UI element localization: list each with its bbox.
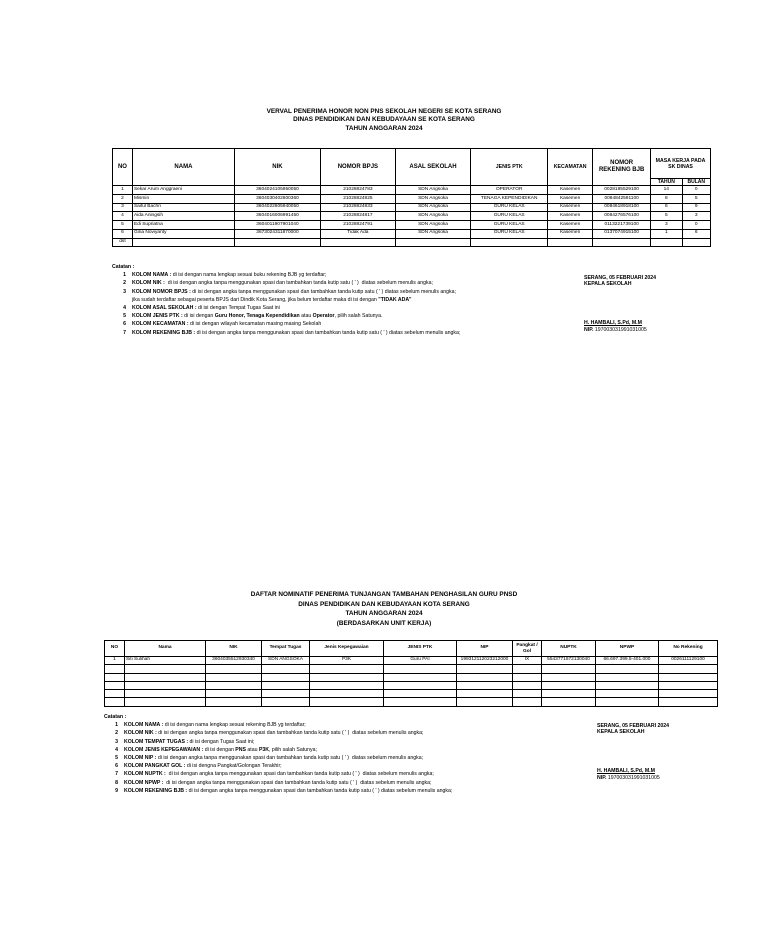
cell-nama bbox=[125, 673, 206, 681]
doc2-sign-nip: 197003031991031005 bbox=[606, 774, 660, 781]
note-body: di isi dengan angka tanpa menggunakan spasi dan tambahkan tanda kutip satu ( ' ) diatas sebelum menulis angka; bbox=[187, 787, 453, 794]
note-number: 6 bbox=[115, 763, 118, 770]
note-text bbox=[124, 779, 431, 787]
note-label: KOLOM NIK : bbox=[124, 730, 157, 737]
note-number: 3 bbox=[123, 288, 126, 295]
note-emphasis: Guru Honor, Tenaga Kependidikan bbox=[214, 313, 300, 320]
note-body-mid: atau bbox=[299, 313, 313, 320]
note-line bbox=[112, 296, 460, 304]
doc1-th-jenis-ptk: JENIS PTK bbox=[471, 149, 548, 186]
cell-nama: Edi Supriatna bbox=[132, 221, 234, 230]
note-text bbox=[132, 271, 326, 279]
cell-ptk: TENAGA KEPENDIDIKAN bbox=[471, 195, 548, 204]
note-label: KOLOM JENIS PTK : bbox=[132, 313, 183, 320]
cell-tahun: 8 bbox=[651, 195, 683, 204]
cell-ptk bbox=[384, 681, 457, 689]
doc1-th-kecamatan: KECAMATAN bbox=[548, 149, 593, 186]
doc1-th-no: NO bbox=[113, 149, 133, 186]
cell-nama: Mismin bbox=[132, 195, 234, 204]
cell-no: 2 bbox=[113, 195, 133, 204]
cell-jenis_kep bbox=[310, 698, 384, 706]
table-row bbox=[105, 673, 718, 681]
table-row bbox=[113, 221, 711, 230]
note-text bbox=[124, 746, 317, 754]
cell-rek: 0028185529100 bbox=[593, 186, 651, 195]
doc2-title-line-2: DINAS PENDIDIKAN DAN KEBUDAYAAN KOTA SERANG bbox=[298, 600, 470, 608]
note-text bbox=[132, 296, 412, 304]
cell-tahun: 14 bbox=[651, 186, 683, 195]
cell-no bbox=[105, 681, 125, 689]
note-body: di isi dengan angka tanpa menggunakan spasi dan tambahkan tanda kutip satu ( ' ) diatas sebelum menulis angka; bbox=[164, 280, 433, 287]
cell-nama bbox=[125, 665, 206, 673]
cell-nuptk bbox=[542, 673, 596, 681]
note-body-mid: atau bbox=[245, 746, 259, 753]
doc1-th-bpjs: NOMOR BPJS bbox=[321, 149, 396, 186]
table-row bbox=[113, 203, 711, 212]
cell-tempat bbox=[262, 698, 310, 706]
note-number: 7 bbox=[123, 329, 126, 336]
cell-no: 3 bbox=[113, 203, 133, 212]
doc2-catatan-label: Catatan : bbox=[104, 714, 127, 720]
cell-kec: Kasemen bbox=[548, 195, 593, 204]
cell-nip bbox=[457, 690, 513, 698]
cell-nuptk bbox=[542, 698, 596, 706]
cell-bulan: 9 bbox=[682, 203, 710, 212]
doc2-sign-role: KEPALA SEKOLAH bbox=[597, 729, 645, 736]
cell-nip bbox=[457, 665, 513, 673]
cell-tempat bbox=[262, 673, 310, 681]
doc2-th-jenis-ptk: JENIS PTK bbox=[384, 641, 457, 657]
note-line bbox=[104, 729, 452, 737]
cell-nama bbox=[125, 681, 206, 689]
note-line bbox=[104, 754, 452, 762]
table-row bbox=[105, 690, 718, 698]
cell-sekolah: SDN Angsoka bbox=[395, 203, 471, 212]
note-number: 6 bbox=[123, 321, 126, 328]
doc2-th-tempat: Tempat Tugas bbox=[262, 641, 310, 657]
cell-npwp bbox=[596, 673, 659, 681]
note-body: di isi dengan nama lengkap sesuai rekening BJB yg terdaftar; bbox=[163, 722, 306, 729]
cell-kec bbox=[548, 238, 593, 247]
cell-rek: 0084276576100 bbox=[593, 212, 651, 221]
note-text bbox=[132, 304, 280, 312]
cell-ptk bbox=[384, 665, 457, 673]
note-body: di isi dengan nama lengkap sesuai buku rekening BJB yg terdaftar; bbox=[171, 272, 327, 279]
note-line bbox=[104, 787, 452, 795]
cell-nik: 3604016006991450 bbox=[234, 212, 320, 221]
table-row bbox=[113, 195, 711, 204]
note-number: 5 bbox=[115, 755, 118, 762]
note-body: di isi dengan angka tanpa menggunakan spasi dan tambahkan tanda kutip satu ( ' ) diatas sebelum menulis angka; bbox=[163, 779, 432, 786]
note-body: di isi dengan angka tanpa menggunakan spasi dan tambahkan tanda kutip satu ( ' ) diatas sebelum menulis angka; bbox=[195, 329, 461, 336]
cell-nuptk bbox=[542, 665, 596, 673]
cell-rek: 0084842591100 bbox=[593, 195, 651, 204]
doc1-table bbox=[112, 148, 711, 247]
note-line bbox=[104, 721, 452, 729]
note-body: di isi dengan angka tanpa menggunakan spasi dan tambahkan tanda kutip satu ( ' ) diatas sebelum menulis angka; bbox=[156, 730, 424, 737]
note-body: di isi dengan angka tanpa menggunakan spasi dan tambahkan tanda kutip satu ( ' ) diatas sebelum menulis angka; bbox=[190, 288, 456, 295]
cell-nip bbox=[457, 673, 513, 681]
note-line bbox=[112, 329, 460, 337]
note-text bbox=[124, 721, 306, 729]
cell-sekolah: SDN Angsoka bbox=[395, 195, 471, 204]
cell-tahun bbox=[651, 238, 683, 247]
cell-nama bbox=[125, 698, 206, 706]
doc2-sign-place-date: SERANG, 05 FEBRUARI 2024 bbox=[597, 723, 670, 729]
cell-tahun: 1 bbox=[651, 229, 683, 238]
cell-nik: 3604035512930340 bbox=[206, 657, 262, 665]
cell-nama bbox=[125, 690, 206, 698]
cell-pangkat bbox=[513, 690, 542, 698]
cell-sekolah: SDN Angsoka bbox=[395, 186, 471, 195]
cell-no: 1 bbox=[113, 186, 133, 195]
doc2-title-line-4: (BERDASARKAN UNIT KERJA) bbox=[336, 619, 432, 627]
table-row bbox=[113, 238, 711, 247]
table-row bbox=[105, 657, 718, 665]
cell-tempat bbox=[262, 681, 310, 689]
cell-sekolah bbox=[395, 238, 471, 247]
cell-bpjs: 21028824825 bbox=[321, 195, 396, 204]
cell-kec: Kasemen bbox=[548, 212, 593, 221]
cell-ptk: GURU KELAS bbox=[471, 212, 548, 221]
note-body: di isi dengan bbox=[182, 313, 215, 320]
cell-pangkat bbox=[513, 665, 542, 673]
cell-nik: 3604011907901040 bbox=[234, 221, 320, 230]
note-line bbox=[104, 738, 452, 746]
table-row bbox=[105, 681, 718, 689]
note-text bbox=[124, 762, 282, 770]
doc2-th-pangkat: Pangkat / Gol bbox=[513, 641, 542, 657]
note-body: di isi dengan angka tanpa menggunakan spasi dan tambahkan tanda kutip satu ( ' ) diatas sebelum menulis angka; bbox=[165, 771, 434, 778]
note-label: KOLOM NOMOR BPJS : bbox=[132, 288, 191, 295]
cell-bulan: 5 bbox=[682, 195, 710, 204]
note-label: KOLOM REKENING BJB : bbox=[132, 329, 196, 336]
note-number: 2 bbox=[115, 730, 118, 737]
note-number: 9 bbox=[115, 787, 118, 794]
doc1-notes bbox=[112, 263, 460, 337]
cell-sekolah: SDN Angsoka bbox=[395, 229, 471, 238]
note-body: di isi dengan wilayah kecamatan masing masing Sekolah bbox=[188, 321, 322, 328]
cell-no: dst bbox=[113, 238, 133, 247]
note-line bbox=[104, 779, 452, 787]
cell-rek bbox=[659, 698, 718, 706]
cell-nama: Siti Sulihah bbox=[125, 657, 206, 665]
cell-no: 4 bbox=[113, 212, 133, 221]
cell-ptk: Guru PAI bbox=[384, 657, 457, 665]
doc2-th-nuptk: NUPTK bbox=[542, 641, 596, 657]
doc2-table bbox=[104, 640, 718, 707]
note-body: di isi dengan angka tanpa menggunakan spasi dan tambahkan tanda kutip satu ( ' ) diatas sebelum menulis angka; bbox=[156, 755, 424, 762]
note-number: 4 bbox=[123, 305, 126, 312]
note-text bbox=[132, 329, 460, 337]
note-text bbox=[132, 279, 433, 287]
cell-npwp bbox=[596, 690, 659, 698]
note-body: di isi dengan bbox=[203, 746, 236, 753]
cell-kec: Kasemen bbox=[548, 229, 593, 238]
cell-bpjs: Tidak Ada bbox=[321, 229, 396, 238]
cell-ptk bbox=[384, 673, 457, 681]
doc1-sign-nip: 197003031991031005 bbox=[593, 326, 647, 333]
cell-pangkat bbox=[513, 673, 542, 681]
cell-bulan: 6 bbox=[682, 229, 710, 238]
note-emphasis-2: Operator bbox=[312, 313, 335, 320]
note-label: KOLOM NAMA : bbox=[132, 272, 172, 279]
doc1-sign-place-date: SERANG, 05 FEBRUARI 2024 bbox=[584, 275, 657, 281]
cell-no: 1 bbox=[105, 657, 125, 665]
cell-sekolah: SDN Angsoka bbox=[395, 221, 471, 230]
cell-ptk: GURU KELAS bbox=[471, 203, 548, 212]
doc2-title-line-1: DAFTAR NOMINATIF PENERIMA TUNJANGAN TAMBAHAN PENGHASILAN GURU PNSD bbox=[250, 591, 518, 598]
cell-nama: Aida Aningsih bbox=[132, 212, 234, 221]
doc2-th-no: NO bbox=[105, 641, 125, 657]
note-number: 1 bbox=[115, 722, 118, 729]
cell-rek bbox=[659, 690, 718, 698]
note-body-end: , pilih salah Satunya; bbox=[269, 746, 317, 753]
cell-jenis_kep bbox=[310, 681, 384, 689]
note-body: di isi dengan Tugas Saat ini; bbox=[188, 738, 255, 745]
cell-bpjs bbox=[321, 238, 396, 247]
doc2-notes bbox=[104, 713, 452, 795]
note-label: KOLOM NPWP : bbox=[124, 779, 164, 786]
cell-ptk: GURU KELAS bbox=[471, 229, 548, 238]
cell-pangkat bbox=[513, 681, 542, 689]
doc2-sign-nip-label: NIP. bbox=[597, 774, 607, 781]
note-emphasis: PNS bbox=[235, 746, 246, 753]
cell-nik bbox=[206, 665, 262, 673]
table-row bbox=[113, 212, 711, 221]
note-body: jika sudah terdaftar sebagai peserta BPJS dari Dindik Kota Serang, jika belum terdaftar maka di isi dengan bbox=[132, 296, 379, 303]
doc1-sign-name: H. HAMBALI, S.Pd, M.M bbox=[584, 320, 642, 327]
doc1-th-bulan: BULAN bbox=[682, 179, 710, 186]
doc2-sign-name: H. HAMBALI, S.Pd, M.M bbox=[597, 768, 655, 775]
cell-ptk bbox=[471, 238, 548, 247]
cell-nama: Sekar Arum Anggraeni bbox=[132, 186, 234, 195]
cell-npwp bbox=[596, 665, 659, 673]
cell-nuptk: 5543771672130040 bbox=[542, 657, 596, 665]
cell-bpjs: 21028824833 bbox=[321, 203, 396, 212]
cell-nik bbox=[234, 238, 320, 247]
doc1-signature bbox=[584, 275, 656, 333]
note-number: 1 bbox=[123, 272, 126, 279]
cell-npwp bbox=[596, 698, 659, 706]
note-number: 3 bbox=[115, 738, 118, 745]
note-label: KOLOM NAMA : bbox=[124, 722, 164, 729]
cell-ptk: GURU KELAS bbox=[471, 221, 548, 230]
doc2-th-nik: NIK bbox=[206, 641, 262, 657]
cell-kec: Kasemen bbox=[548, 203, 593, 212]
cell-nip bbox=[457, 681, 513, 689]
table-row bbox=[113, 229, 711, 238]
cell-tahun: 6 bbox=[651, 203, 683, 212]
note-number: 4 bbox=[115, 746, 118, 753]
doc2-th-rek: No Rekening bbox=[659, 641, 718, 657]
note-number: 5 bbox=[123, 313, 126, 320]
cell-bulan bbox=[682, 238, 710, 247]
note-label: KOLOM TEMPAT TUGAS : bbox=[124, 738, 189, 745]
note-line bbox=[104, 762, 452, 770]
cell-rek bbox=[593, 238, 651, 247]
table-row bbox=[105, 665, 718, 673]
cell-pangkat bbox=[513, 698, 542, 706]
cell-kec: Kasemen bbox=[548, 221, 593, 230]
note-label: KOLOM ASAL SEKOLAH : bbox=[132, 305, 197, 312]
note-tail: "TIDAK ADA" bbox=[378, 296, 412, 303]
cell-nuptk bbox=[542, 690, 596, 698]
cell-nik bbox=[206, 673, 262, 681]
cell-jenis_kep: P3K bbox=[310, 657, 384, 665]
note-label: KOLOM PANGKAT GOL : bbox=[124, 763, 186, 770]
cell-npwp: 66.697.399.5-401.000 bbox=[596, 657, 659, 665]
note-emphasis-2: P3K bbox=[258, 746, 270, 753]
cell-nuptk bbox=[542, 681, 596, 689]
note-line bbox=[112, 312, 460, 320]
doc2-th-nama: Nama bbox=[125, 641, 206, 657]
cell-nik bbox=[206, 681, 262, 689]
doc2-title-line-3: TAHUN ANGGARAN 2024 bbox=[345, 610, 423, 617]
cell-bulan: 0 bbox=[682, 221, 710, 230]
note-line bbox=[104, 770, 452, 778]
doc2-th-jenis-kep: Jenis Kepegawaian bbox=[310, 641, 384, 657]
cell-tempat: SDN ANGSOKA bbox=[262, 657, 310, 665]
cell-rek: 0084618918100 bbox=[593, 203, 651, 212]
cell-bpjs: 21028824817 bbox=[321, 212, 396, 221]
cell-pangkat: IX bbox=[513, 657, 542, 665]
doc1-th-rekening: NOMOR REKENING BJB bbox=[593, 149, 651, 186]
cell-nama: Saiful Bachri bbox=[132, 203, 234, 212]
cell-tempat bbox=[262, 665, 310, 673]
cell-tempat bbox=[262, 690, 310, 698]
doc1-sign-nip-label: NIP. bbox=[584, 326, 594, 333]
doc1-title-line-3: TAHUN ANGGARAN 2024 bbox=[345, 124, 423, 132]
note-label: KOLOM NIP : bbox=[124, 755, 157, 762]
table-row bbox=[105, 698, 718, 706]
note-line bbox=[112, 320, 460, 328]
note-line bbox=[112, 304, 460, 312]
cell-npwp bbox=[596, 681, 659, 689]
cell-no bbox=[105, 673, 125, 681]
note-body: di isi dengan Tempat Tugas Saat ini bbox=[196, 305, 280, 312]
note-line bbox=[112, 279, 460, 287]
note-label: KOLOM NIK : bbox=[132, 280, 165, 287]
note-label: KOLOM REKENING BJB : bbox=[124, 787, 188, 794]
cell-nama bbox=[132, 238, 234, 247]
cell-nik bbox=[206, 698, 262, 706]
cell-rek bbox=[659, 673, 718, 681]
cell-no: 6 bbox=[113, 229, 133, 238]
cell-rek: 0026111129100 bbox=[659, 657, 718, 665]
doc1-catatan-label: Catatan : bbox=[112, 264, 135, 270]
cell-jenis_kep bbox=[310, 673, 384, 681]
cell-jenis_kep bbox=[310, 665, 384, 673]
cell-ptk bbox=[384, 690, 457, 698]
doc1-th-tahun: TAHUN bbox=[651, 179, 683, 186]
note-text bbox=[132, 288, 456, 296]
doc1-title-line-1: VERVAL PENERIMA HONOR NON PNS SEKOLAH NEGERI SE KOTA SERANG bbox=[266, 108, 502, 115]
cell-no bbox=[105, 698, 125, 706]
cell-no: 5 bbox=[113, 221, 133, 230]
note-number: 2 bbox=[123, 280, 126, 287]
doc2-th-npwp: NPWP bbox=[596, 641, 659, 657]
cell-nip bbox=[457, 698, 513, 706]
note-body: di isi dengna Pangkat/Golongan Terakhir; bbox=[185, 763, 282, 770]
note-number: 7 bbox=[115, 771, 118, 778]
cell-tahun: 3 bbox=[651, 221, 683, 230]
cell-nik: 3604024105950050 bbox=[234, 186, 320, 195]
note-text bbox=[132, 312, 382, 320]
cell-nik: 3604022605940050 bbox=[234, 203, 320, 212]
cell-sekolah: SDN Angsoka bbox=[395, 212, 471, 221]
cell-ptk: OPERATOR bbox=[471, 186, 548, 195]
doc1-th-nik: NIK bbox=[234, 149, 320, 186]
note-text bbox=[132, 320, 321, 328]
note-text bbox=[124, 754, 423, 762]
cell-jenis_kep bbox=[310, 690, 384, 698]
cell-bulan: 0 bbox=[682, 186, 710, 195]
cell-nik bbox=[206, 690, 262, 698]
cell-bulan: 3 bbox=[682, 212, 710, 221]
cell-nip: 199312112023212000 bbox=[457, 657, 513, 665]
cell-bpjs: 21028824791 bbox=[321, 221, 396, 230]
doc1-sign-role: KEPALA SEKOLAH bbox=[584, 281, 632, 288]
note-label: KOLOM KECAMATAN : bbox=[132, 321, 189, 328]
cell-no bbox=[105, 665, 125, 673]
doc1-th-nama: NAMA bbox=[132, 149, 234, 186]
note-label: KOLOM JENIS KEPEGAWAIAN : bbox=[124, 746, 204, 753]
note-text bbox=[124, 770, 434, 778]
doc1-title-line-2: DINAS PENDIDIKAN DAN KEBUDAYAAN SE KOTA SERANG bbox=[293, 116, 475, 123]
note-text bbox=[124, 738, 254, 746]
note-line bbox=[104, 746, 452, 754]
doc2-signature bbox=[597, 723, 669, 781]
note-label: KOLOM NUPTK : bbox=[124, 771, 166, 778]
doc2-th-nip: NIP bbox=[457, 641, 513, 657]
cell-kec: Kasemen bbox=[548, 186, 593, 195]
note-line bbox=[112, 288, 460, 296]
cell-nama: Gina Noviyanty bbox=[132, 229, 234, 238]
cell-rek: 0113221739100 bbox=[593, 221, 651, 230]
note-text bbox=[124, 787, 452, 795]
doc1-th-masa-kerja: MASA KERJA PADA SK DINAS bbox=[651, 149, 711, 179]
cell-rek: 0137074915100 bbox=[593, 229, 651, 238]
note-number: 8 bbox=[115, 779, 118, 786]
cell-tahun: 5 bbox=[651, 212, 683, 221]
cell-no bbox=[105, 690, 125, 698]
note-line bbox=[112, 271, 460, 279]
doc1-th-sekolah: ASAL SEKOLAH bbox=[395, 149, 471, 186]
cell-rek bbox=[659, 665, 718, 673]
cell-rek bbox=[659, 681, 718, 689]
cell-bpjs: 21028824783 bbox=[321, 186, 396, 195]
cell-nik: 3604030402600360 bbox=[234, 195, 320, 204]
cell-ptk bbox=[384, 698, 457, 706]
note-text bbox=[124, 729, 423, 737]
note-body-end: , pilih salah Satunya. bbox=[334, 313, 383, 320]
table-row bbox=[113, 186, 711, 195]
cell-nik: 3673024311870000 bbox=[234, 229, 320, 238]
